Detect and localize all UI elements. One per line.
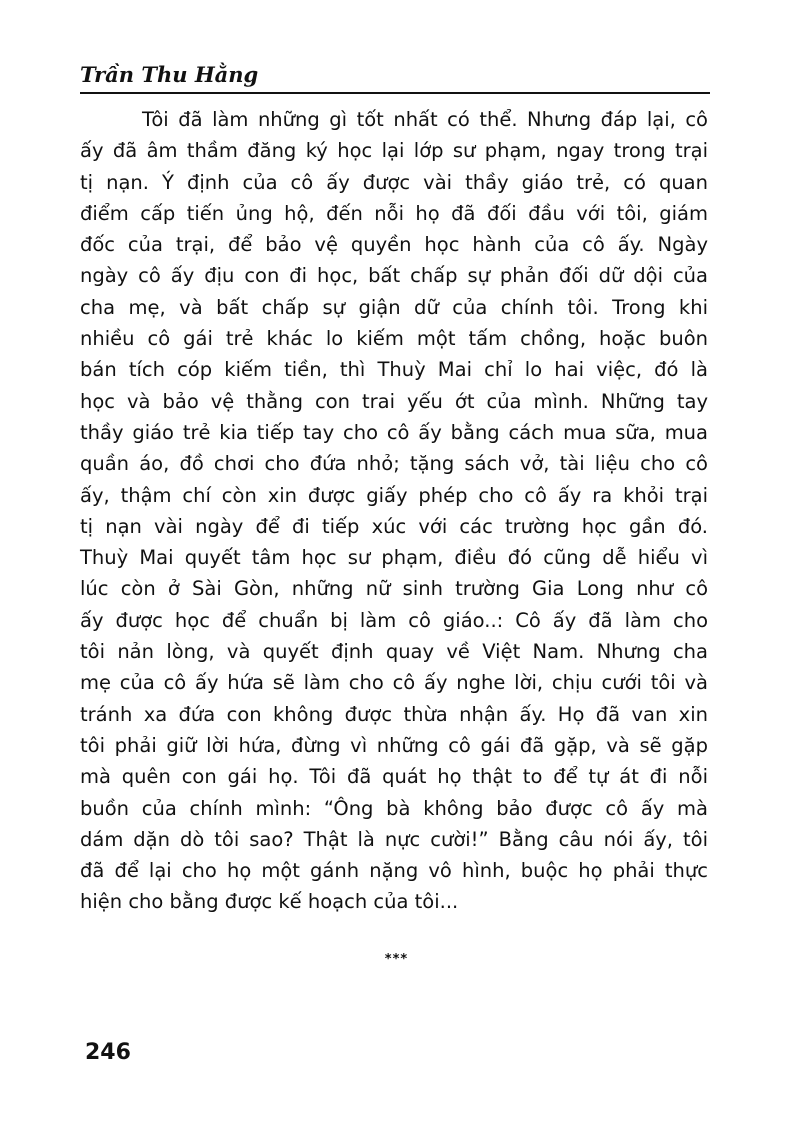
- text-line: tránh xa đứa con không được thừa nhận ấy. Họ đã van xin: [80, 702, 708, 726]
- text-line: tị nạn vài ngày để đi tiếp xúc với các trường học gần đó.: [80, 514, 708, 538]
- text-line: mẹ của cô ấy hứa sẽ làm cho cô ấy nghe lời, chịu cưới tôi và: [80, 671, 708, 695]
- running-head-author: Trần Thu Hằng: [80, 62, 259, 87]
- text-line: lúc còn ở Sài Gòn, những nữ sinh trường Gia Long như cô: [80, 577, 708, 601]
- text-line: Tôi đã làm những gì tốt nhất có thể. Nhưng đáp lại, cô: [142, 108, 708, 131]
- text-line: hiện cho bằng được kế hoạch của tôi...: [80, 890, 459, 914]
- text-line: ngày cô ấy địu con đi học, bất chấp sự phản đối dữ dội của: [80, 264, 708, 288]
- section-separator: ***: [384, 952, 409, 967]
- text-line: ấy, thậm chí còn xin được giấy phép cho cô ấy ra khỏi trại: [80, 483, 708, 507]
- text-line: tị nạn. Ý định của cô ấy được vài thầy giáo trẻ, có quan: [80, 170, 708, 194]
- text-line: học và bảo vệ thằng con trai yếu ớt của mình. Những tay: [80, 389, 708, 413]
- body-text: [80, 104, 708, 918]
- text-line: đốc của trại, để bảo vệ quyền học hành của cô ấy. Ngày: [80, 233, 708, 257]
- text-line: buồn của chính mình: “Ông bà không bảo được cô ấy mà: [80, 796, 708, 820]
- header-rule: [80, 92, 710, 94]
- text-line: nhiều cô gái trẻ khác lo kiếm một tấm chồng, hoặc buôn: [80, 327, 708, 351]
- text-line: ấy đã âm thầm đăng ký học lại lớp sư phạm, ngay trong trại: [80, 139, 708, 163]
- text-line: quần áo, đồ chơi cho đứa nhỏ; tặng sách vở, tài liệu cho cô: [80, 452, 708, 476]
- text-line: thầy giáo trẻ kia tiếp tay cho cô ấy bằng cách mua sữa, mua: [80, 420, 708, 444]
- text-line: bán tích cóp kiếm tiền, thì Thuỳ Mai chỉ lo hai việc, đó là: [80, 358, 708, 382]
- text-line: ấy được học để chuẩn bị làm cô giáo..: Cô ấy đã làm cho: [80, 608, 708, 632]
- text-line: tôi nản lòng, và quyết định quay về Việt Nam. Nhưng cha: [80, 640, 708, 664]
- text-line: tôi phải giữ lời hứa, đừng vì những cô gái đã gặp, và sẽ gặp: [80, 733, 708, 757]
- text-line: Thuỳ Mai quyết tâm học sư phạm, điều đó cũng dễ hiểu vì: [80, 546, 708, 570]
- text-line: cha mẹ, và bất chấp sự giận dữ của chính tôi. Trong khi: [80, 295, 708, 319]
- text-line: đã để lại cho họ một gánh nặng vô hình, buộc họ phải thực: [80, 859, 708, 883]
- text-line: dám dặn dò tôi sao? Thật là nực cười!” Bằng câu nói ấy, tôi: [80, 827, 708, 851]
- text-line: điểm cấp tiến ủng hộ, đến nỗi họ đã đối đầu với tôi, giám: [80, 201, 708, 225]
- text-line: mà quên con gái họ. Tôi đã quát họ thật to để tự át đi nỗi: [80, 765, 708, 789]
- page-number: 246: [85, 1040, 131, 1065]
